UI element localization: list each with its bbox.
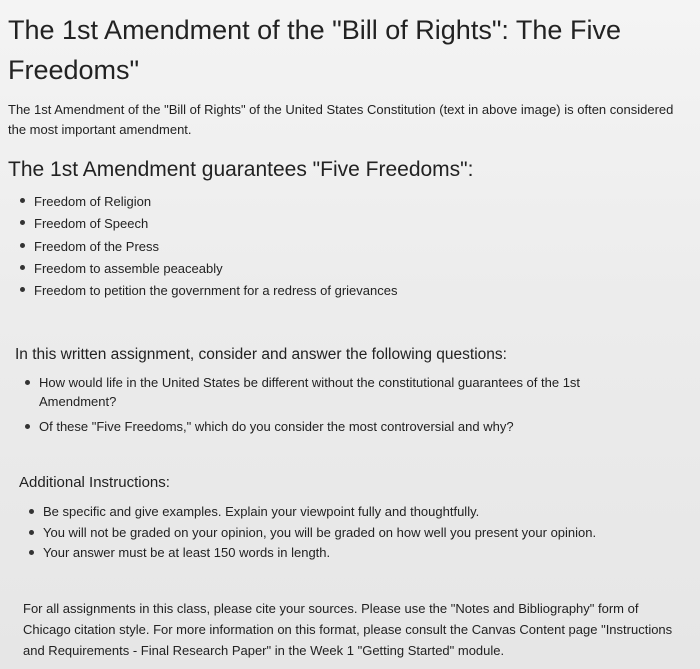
- list-item-freedom-press: Freedom of the Press: [18, 236, 518, 258]
- list-item-freedom-assemble: Freedom to assemble peaceably: [18, 258, 518, 280]
- list-item-instruction-2: You will not be graded on your opinion, you will be graded on how well you present your opinion.: [27, 523, 647, 544]
- list-item-instruction-3: Your answer must be at least 150 words in length.: [27, 543, 647, 564]
- freedoms-heading: The 1st Amendment guarantees "Five Freedoms":: [8, 158, 474, 181]
- list-item-instruction-1: Be specific and give examples. Explain your viewpoint fully and thoughtfully.: [27, 502, 647, 523]
- additional-instructions-heading: Additional Instructions:: [19, 474, 170, 491]
- citation-note: For all assignments in this class, please cite your sources. Please use the "Notes and Bibliography" form of Chicago citation style. For more information on this format, please consult the Canvas Content page "Instructions and Requirements - Final Research Paper" in the Week 1 "Getting Started" module.: [23, 601, 673, 658]
- instructions-list: [27, 502, 647, 564]
- freedoms-list: [18, 191, 518, 302]
- page-title: The 1st Amendment of the "Bill of Rights": The Five Freedoms": [8, 15, 621, 85]
- questions-heading: In this written assignment, consider and answer the following questions:: [15, 346, 507, 363]
- questions-list: [23, 373, 633, 442]
- list-item-freedom-religion: Freedom of Religion: [18, 191, 518, 213]
- list-item-freedom-petition: Freedom to petition the government for a redress of grievances: [18, 280, 518, 302]
- list-item-freedom-speech: Freedom of Speech: [18, 213, 518, 235]
- intro-paragraph: The 1st Amendment of the "Bill of Rights" of the United States Constitution (text in above image) is often considered the most important amendment.: [8, 102, 674, 137]
- list-item-question-2: Of these "Five Freedoms," which do you consider the most controversial and why?: [23, 417, 633, 436]
- list-item-question-1: How would life in the United States be different without the constitutional guarantees of the 1st Amendment?: [23, 373, 633, 411]
